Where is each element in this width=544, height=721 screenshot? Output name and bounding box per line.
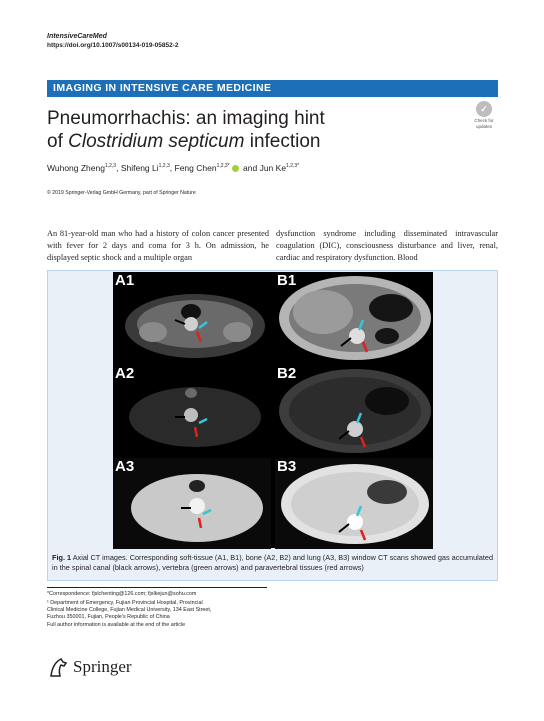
springer-horse-icon — [47, 656, 69, 678]
full-author-note: Full author information is available at the end of the article — [47, 622, 186, 628]
ct-scan-b1 — [275, 272, 433, 363]
title-part-2: of — [47, 131, 69, 152]
caption-text: Axial CT images. Corresponding soft-tissue (A1, B1), bone (A2, B2) and lung (A3, B3) window CT scans showed gas accumulated in the spinal canal (black arrows), vertebra (green arrows) and paravertebral tissues (red arrows) — [52, 553, 494, 572]
journal-name: IntensiveCareMed — [47, 33, 107, 40]
body-right-column: dysfunction syndrome including disseminated intravascular coagulation (DIC), consciousness disturbance and liver, renal, cardiac and respiratory dysfunction. Blood — [276, 229, 498, 263]
affiliation-line-3: Fuzhou 350001, Fujian, People's Republic of China — [47, 614, 170, 620]
figure-caption — [52, 553, 496, 573]
author-name[interactable]: Wuhong Zheng — [47, 163, 105, 173]
ct-panel-b3 — [275, 458, 433, 549]
ct-panel-a3 — [113, 458, 271, 549]
panel-label: B1 — [277, 272, 297, 289]
doi-link[interactable]: https://doi.org/10.1007/s00134-019-05852-2 — [47, 42, 179, 49]
orcid-icon[interactable] — [232, 165, 239, 172]
ct-panel-a1 — [113, 272, 271, 363]
title-italic: Clostridium septicum — [68, 131, 245, 152]
panel-label: B3 — [277, 458, 297, 475]
ct-scan-b2 — [275, 365, 433, 456]
figure-ct-images — [113, 272, 433, 548]
ct-scan-a2 — [113, 365, 271, 456]
author-list: Wuhong Zheng$^{1,2,3}$, Shifeng Li$^{1,2,3}$, Feng Chen$^{1,2,3*}$ and Jun $Ke^{1,2,3*}$ — [47, 163, 300, 173]
affiliation-line-1: ¹ Department of Emergency, Fujian Provincial Hospital, Provincial — [47, 600, 203, 606]
publisher-logo[interactable] — [47, 656, 132, 678]
author-affiliation: 1,2,3 — [104, 163, 117, 170]
author-name[interactable]: Shifeng Li — [120, 163, 159, 173]
title-part-1: Pneumorrhachis: an imaging hint — [47, 108, 325, 129]
panel-label: A1 — [115, 272, 135, 289]
footnote-divider — [47, 587, 267, 588]
author-name[interactable]: Jun Ke — [259, 163, 287, 173]
body-left-column: An 81-year-old man who had a history of colon cancer presented with fever for 2 days and coma for 3 h. On admission, he displayed septic shock and a multiple organ — [47, 229, 269, 263]
author-affiliation: 1,2,3 — [158, 163, 170, 170]
publisher-name: Springer — [73, 657, 132, 676]
ct-scan-a3 — [113, 458, 271, 549]
panel-label: B2 — [277, 365, 297, 382]
ct-scan-b3 — [275, 458, 433, 549]
caption-label: Fig. 1 — [52, 553, 72, 562]
section-banner: IMAGING IN INTENSIVE CARE MEDICINE — [47, 80, 498, 97]
ct-panel-b1 — [275, 272, 433, 363]
copyright-notice: © 2019 Springer-Verlag GmbH Germany, part of Springer Nature — [47, 190, 196, 196]
article-title — [47, 107, 447, 153]
ct-scan-a1 — [113, 272, 271, 363]
author-affiliation: 1,2,3* — [286, 163, 300, 170]
author-affiliation: 1,2,3* — [216, 163, 230, 170]
check-updates-icon: ✓ — [476, 101, 492, 117]
check-for-updates-badge[interactable] — [471, 101, 497, 131]
ct-panel-a2 — [113, 365, 271, 456]
authors-and: and — [243, 163, 258, 173]
check-updates-label-1: Check for — [474, 118, 494, 123]
check-updates-label-2: updates — [475, 124, 492, 129]
panel-label: A2 — [115, 365, 135, 382]
title-part-3: infection — [244, 131, 321, 152]
ct-panel-b2 — [275, 365, 433, 456]
correspondence-note: *Correspondence: fjslchenting@126.com; fjslkejun@sohu.com — [47, 591, 197, 597]
affiliation-line-2: Clinical Medicine College, Fujian Medical University, 134 East Street, — [47, 607, 212, 613]
panel-label: A3 — [115, 458, 135, 475]
author-name[interactable]: Feng Chen — [174, 163, 217, 173]
